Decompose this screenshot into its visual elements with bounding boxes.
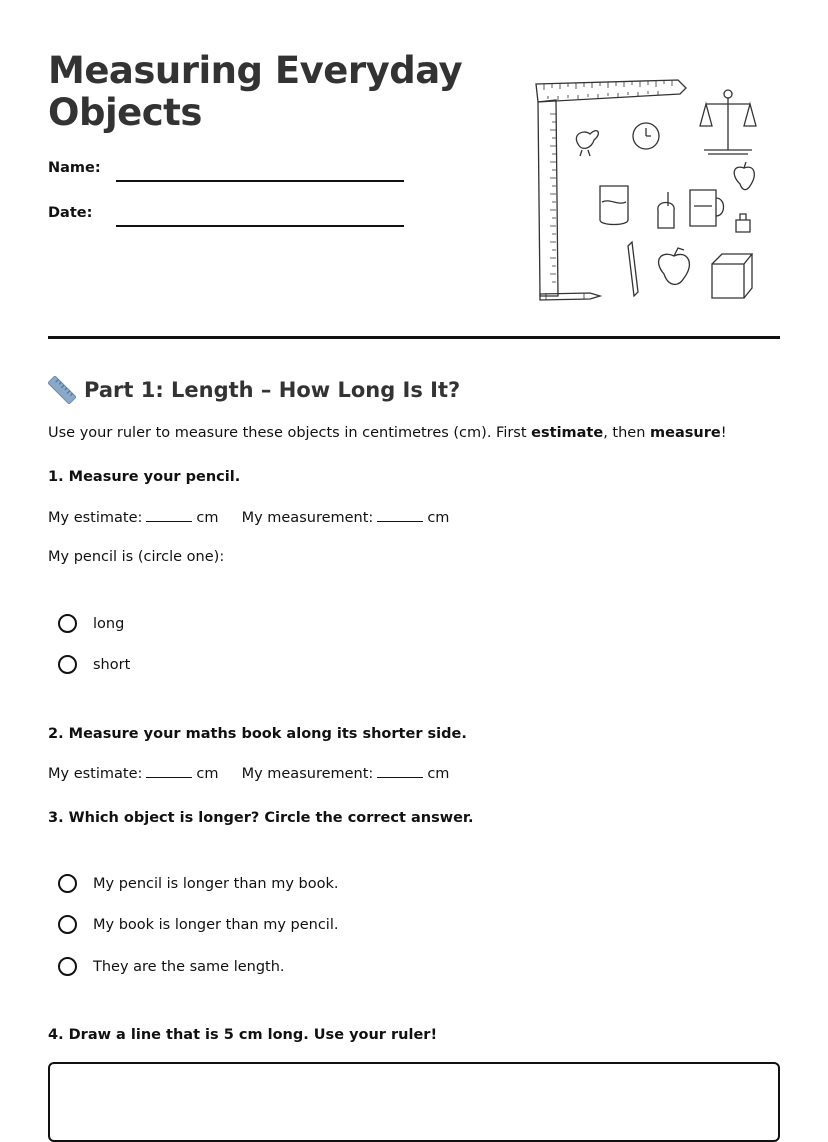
intro-estimate-bold: estimate [531, 425, 604, 441]
measuring-tools-illustration [528, 74, 778, 314]
q2-estimate-row [48, 765, 449, 782]
q2-estimate-blank[interactable] [146, 765, 192, 778]
radio-circle[interactable] [58, 655, 77, 674]
drawing-area[interactable] [48, 1062, 780, 1142]
question-3-title: 3. Which object is longer? Circle the correct answer. [48, 810, 474, 826]
question-2-title: 2. Measure your maths book along its shorter side. [48, 726, 467, 742]
question-1-title: 1. Measure your pencil. [48, 469, 241, 485]
unit-label: cm [196, 510, 219, 526]
unit-label: cm [427, 510, 450, 526]
ruler-icon [48, 376, 76, 404]
q1-option-long[interactable] [58, 614, 124, 633]
radio-circle[interactable] [58, 915, 77, 934]
q3-option-book-longer[interactable] [58, 915, 338, 934]
option-label: long [93, 615, 125, 632]
part1-title: Part 1: Length – How Long Is It? [84, 378, 461, 402]
name-label: Name: [48, 160, 101, 176]
intro-text-after: ! [720, 425, 727, 441]
date-field[interactable] [116, 225, 404, 227]
unit-label: cm [196, 766, 219, 782]
part1-intro [48, 425, 727, 441]
radio-circle[interactable] [58, 874, 77, 893]
measurement-label: My measurement: [241, 766, 374, 782]
measurement-label: My measurement: [241, 510, 374, 526]
q2-measurement-blank[interactable] [377, 765, 423, 778]
q3-option-pencil-longer[interactable] [58, 874, 338, 893]
section-divider [48, 336, 780, 339]
page-title: Measuring Everyday Objects [48, 49, 463, 134]
option-label: My book is longer than my pencil. [93, 916, 339, 933]
unit-label: cm [427, 766, 450, 782]
q1-option-short[interactable] [58, 655, 130, 674]
intro-measure-bold: measure [650, 425, 721, 441]
q1-circle-prompt: My pencil is (circle one): [48, 549, 225, 565]
q3-option-same-length[interactable] [58, 957, 285, 976]
intro-text-middle: , then [603, 425, 651, 441]
date-label: Date: [48, 205, 93, 221]
estimate-label: My estimate: [48, 766, 143, 782]
question-4-title: 4. Draw a line that is 5 cm long. Use your ruler! [48, 1027, 438, 1043]
option-label: short [93, 656, 131, 673]
option-label: They are the same length. [93, 958, 285, 975]
radio-circle[interactable] [58, 957, 77, 976]
part1-heading [48, 374, 460, 406]
q1-estimate-blank[interactable] [146, 509, 192, 522]
q1-estimate-row [48, 509, 449, 526]
name-field[interactable] [116, 180, 404, 182]
radio-circle[interactable] [58, 614, 77, 633]
estimate-label: My estimate: [48, 510, 143, 526]
option-label: My pencil is longer than my book. [93, 875, 339, 892]
q1-measurement-blank[interactable] [377, 509, 423, 522]
intro-text-before: Use your ruler to measure these objects in centimetres (cm). First [48, 425, 532, 441]
